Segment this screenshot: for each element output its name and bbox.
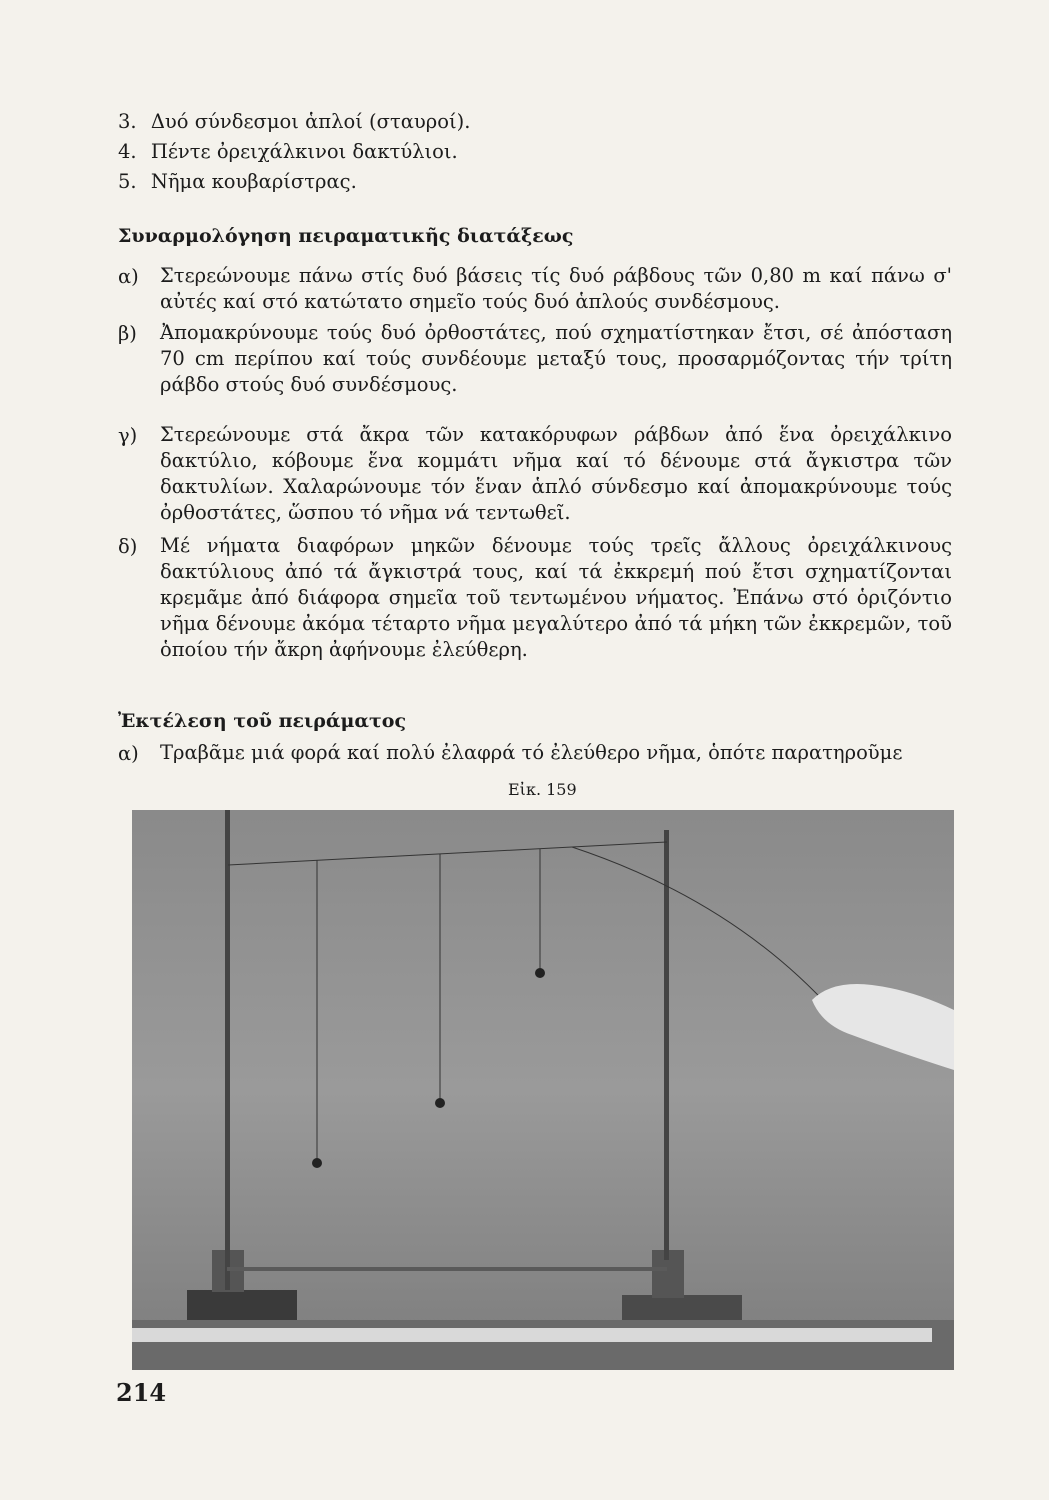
list-item-number: 4. [118,140,137,163]
list-item-number: 5. [118,170,137,193]
pendulum-bob [435,1098,445,1108]
step-label: β) [118,322,137,345]
photo-background [132,810,954,1370]
list-item [118,110,470,133]
execution-step-a: Τραβᾶμε μιά φορά καί πολύ ἐλαφρά τό ἐλεύθερο νῆμα, ὁπότε παρατηροῦμε [160,741,903,764]
right-rod [664,830,669,1260]
right-stand-base [622,1295,742,1320]
assembly-step-a: Στερεώνουμε πάνω στίς δυό βάσεις τίς δυό ράβδους τῶν 0,80 m καί πάνω σ' αὐτές καί στό κατώτατο σημεῖο τούς δυό ἁπλούς συνδέσμους. [160,264,952,313]
list-item [118,170,357,193]
list-item [118,140,458,163]
assembly-step-c: Στερεώνουμε στά ἄκρα τῶν κατακόρυφων ράβδων ἀπό ἕνα ὀρειχάλκινο δακτύλιο, κόβουμε ἕνα κομμάτι νῆμα καί τό δένουμε στά ἄγκιστρα τῶν δακτυλίων. Χαλαρώνουμε τόν ἕναν ἁπλό σύνδεσμο καί ἀπομακρύνουμε τούς ὀρθοστάτες, ὥσπου τό νῆμα νά τεντωθεῖ. [160,423,952,524]
step-label: γ) [118,424,138,447]
assembly-heading: Συναρμολόγηση πειραματικῆς διατάξεως [118,225,574,247]
left-rod [225,810,230,1290]
list-item-number: 3. [118,110,137,133]
pendulum-photo [132,810,954,1370]
figure-caption: Εἰκ. 159 [508,780,577,799]
list-item-text: Δυό σύνδεσμοι ἁπλοί (σταυροί). [150,110,471,133]
table-edge [132,1328,932,1342]
step-label: α) [118,265,139,288]
left-stand-base [187,1290,297,1320]
assembly-step-b: Ἀπομακρύνουμε τούς δυό ὀρθοστάτες, πού σχηματίστηκαν ἔτσι, σέ ἀπόσταση 70 cm περίπου καί τούς συνδέουμε μεταξύ τους, προσαρμόζοντας τήν τρίτη ράβδο στούς δυό συνδέσμους. [160,321,952,396]
execution-heading: Ἐκτέλεση τοῦ πειράματος [118,710,407,732]
pendulum-bob [312,1158,322,1168]
list-item-text: Νῆμα κουβαρίστρας. [150,170,357,193]
step-label: δ) [118,535,138,558]
step-label: α) [118,742,139,765]
pendulum-bob [535,968,545,978]
table-surface [132,1320,954,1370]
page-number: 214 [116,1378,167,1407]
list-item-text: Πέντε ὀρειχάλκινοι δακτύλιοι. [150,140,458,163]
connecting-rod [227,1267,667,1271]
assembly-step-d: Μέ νήματα διαφόρων μηκῶν δένουμε τούς τρεῖς ἄλλους ὀρειχάλκινους δακτύλιους ἀπό τά ἄγκιστρά τους, καί τά ἐκκρεμή πού ἔτσι σχηματίζονται κρεμᾶμε ἀπό διάφορα σημεῖα τοῦ τεντωμένου νήματος. Ἐπάνω στό ὁριζόντιο νῆμα δένουμε ἀκόμα τέταρτο νῆμα μεγαλύτερο ἀπό τά μήκη τῶν ἐκκρεμῶν, τοῦ ὁποίου τήν ἄκρη ἀφήνουμε ἐλεύθερη. [160,534,952,661]
